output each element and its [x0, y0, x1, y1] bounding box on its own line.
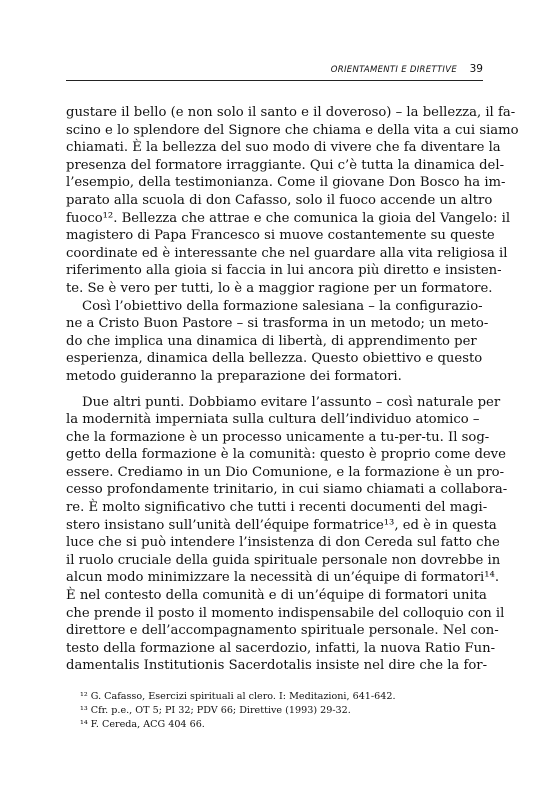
text-line: l’esempio, della testimonianza. Come il giovane Don Bosco ha im-	[66, 175, 506, 191]
text-line: fuoco¹². Bellezza che attrae e che comunica la gioia del Vangelo: il	[66, 210, 511, 226]
text-line: luce che si può intendere l’insistenza di don Cereda sul fatto che	[66, 535, 500, 551]
page-number: 39	[469, 63, 483, 75]
text-line: cesso profondamente trinitario, in cui siamo chiamati a collabora-	[66, 482, 508, 498]
text-line: coordinate ed è interessante che nel guardare alla vita religiosa il	[66, 245, 508, 261]
text-line: te. Se è vero per tutti, lo è a maggior ragione per un formatore.	[66, 280, 493, 296]
footnote: ¹⁴ F. Cereda, ACG 404 66.	[80, 719, 205, 730]
text-line: magistero di Papa Francesco si muove costantemente su queste	[66, 228, 495, 244]
text-line: presenza del formatore irraggiante. Qui c’è tutta la dinamica del-	[66, 157, 505, 173]
text-line: Due altri punti. Dobbiamo evitare l’assunto – così naturale per	[82, 394, 501, 410]
text-line: metodo guideranno la preparazione dei formatori.	[66, 368, 402, 384]
text-line: damentalis Institutionis Sacerdotalis insiste nel dire che la for-	[66, 658, 488, 674]
text-line: il ruolo cruciale della guida spirituale personale non dovrebbe in	[66, 552, 501, 568]
text-line: È nel contesto della comunità e di un’équipe di formatori unita	[66, 588, 487, 604]
footnote: ¹² G. Cafasso, Esercizi spirituali al clero. I: Meditazioni, 641-642.	[80, 691, 396, 702]
text-line: che la formazione è un processo unicamente a tu-per-tu. Il sog-	[66, 429, 490, 445]
text-line: ne a Cristo Buon Pastore – si trasforma in un metodo; un meto-	[66, 316, 489, 332]
text-line: do che implica una dinamica di libertà, di apprendimento per	[66, 333, 477, 349]
text-line: direttore e dell’accompagnamento spirituale personale. Nel con-	[66, 623, 499, 639]
text-line: gustare il bello (e non solo il santo e il doveroso) – la bellezza, il fa-	[66, 105, 516, 120]
text-line: scino e lo splendore del Signore che chiama e della vita a cui siamo	[66, 122, 519, 138]
running-header	[66, 64, 483, 81]
text-line: riferimento alla gioia si faccia in lui ancora più diretto e insisten-	[66, 263, 502, 279]
text-line: parato alla scuola di don Cafasso, solo il fuoco accende un altro	[66, 192, 493, 208]
footnote: ¹³ Cfr. p.e., OT 5; PI 32; PDV 66; Direttive (1993) 29-32.	[80, 705, 351, 716]
footnotes	[66, 690, 475, 732]
text-line: Così l’obiettivo della formazione salesiana – la configurazio-	[82, 298, 483, 314]
text-line: chiamati. È la bellezza del suo modo di vivere che fa diventare la	[66, 140, 501, 156]
text-line: che prende il posto il momento indispensabile del colloquio con il	[66, 605, 505, 621]
running-title: ORIENTAMENTI E DIRETTIVE	[330, 65, 457, 75]
text-line: alcun modo minimizzare la necessità di un’équipe di formatori¹⁴.	[66, 570, 500, 586]
text-line: essere. Crediamo in un Dio Comunione, e la formazione è un pro-	[66, 464, 505, 480]
text-line: la modernità imperniata sulla cultura dell’individuo atomico –	[66, 412, 480, 428]
text-line: getto della formazione è la comunità: questo è proprio come deve	[66, 447, 506, 463]
body-text	[66, 104, 519, 675]
text-line: testo della formazione al sacerdozio, infatti, la nuova Ratio Fun-	[66, 640, 496, 656]
text-line: re. È molto significativo che tutti i recenti documenti del magi-	[66, 500, 488, 516]
text-line: stero insistano sull’unità dell’équipe formatrice¹³, ed è in questa	[66, 517, 497, 533]
text-line: esperienza, dinamica della bellezza. Questo obiettivo e questo	[66, 351, 483, 367]
